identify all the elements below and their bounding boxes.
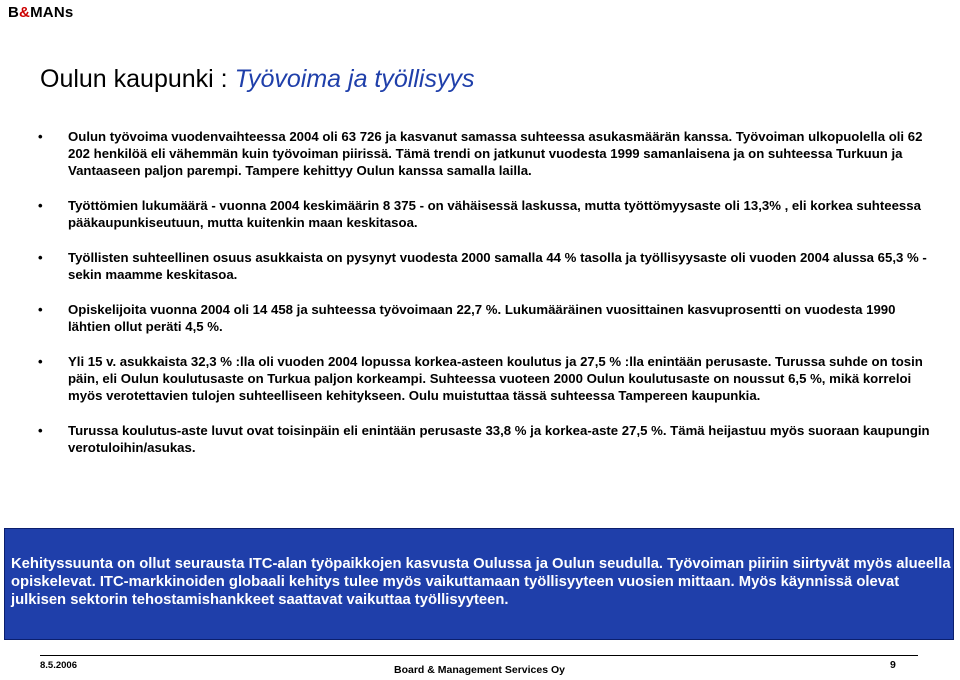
summary-banner (4, 528, 954, 640)
bullet-dot: • (38, 198, 43, 213)
logo-ampersand: & (19, 4, 31, 21)
bullet-item (38, 249, 938, 283)
bullet-dot: • (38, 423, 43, 438)
bullet-item (38, 422, 938, 456)
footer-divider (40, 655, 918, 656)
bullet-dot: • (38, 354, 43, 369)
bullet-item (38, 353, 938, 404)
summary-banner-text: Kehityssuunta on ollut seurausta ITC-alan työpaikkojen kasvusta Oulussa ja Oulun seudulla. Työvoiman piiriin siirtyvät myös alueella opiskelevat. ITC-markkinoiden globaali kehitys tulee myös vaikuttamaan työllisyyteen vuosien mittaan. Myös käynnissä olevat julkisen sektorin tehostamishankkeet saattavat vaikuttaa työllisyyteen. (11, 556, 951, 608)
footer-company: Board & Management Services Oy (394, 664, 565, 676)
bullet-text: Yli 15 v. asukkaista 32,3 % :lla oli vuoden 2004 lopussa korkea-asteen koulutus ja 27,5 % :lla enintään perusaste. Turussa suhde on tosin päin, eli Oulun koulutusaste on Turkua paljon korkeampi. Suhteessa vuoteen 2000 Oulun koulutusaste on noussut 6,5 %, mikä korreloi myös verotettavien tulojen suhteelliseen kehitykseen. Oulu muistuttaa tässä suhteessa Tampereen kaupunkia. (68, 354, 923, 403)
logo-b: B (8, 4, 20, 21)
company-logo (8, 4, 73, 21)
bullet-text: Opiskelijoita vuonna 2004 oli 14 458 ja suhteessa työvoimaan 22,7 %. Lukumääräinen vuosittainen kasvuprosentti on vuodesta 1990 lähtien ollut peräti 4,5 %. (68, 302, 896, 334)
logo-rest: MANs (30, 4, 74, 21)
slide-title-prefix: Oulun kaupunki : (40, 65, 235, 93)
bullet-dot: • (38, 129, 43, 144)
bullet-item (38, 197, 938, 231)
bullet-text: Työllisten suhteellinen osuus asukkaista on pysynyt vuodesta 2000 samalla 44 % tasolla ja työllisyysaste oli vuoden 2004 alussa 65,3 % - sekin maamme keskitasoa. (68, 250, 927, 282)
slide-title-emphasis: Työvoima ja työllisyys (234, 65, 475, 93)
bullet-dot: • (38, 250, 43, 265)
footer-date: 8.5.2006 (40, 660, 77, 671)
bullet-text: Turussa koulutus-aste luvut ovat toisinpäin eli enintään perusaste 33,8 % ja korkea-aste 27,5 %. Tämä heijastuu myös suoraan kaupungin verotuloihin/asukas. (68, 423, 930, 455)
bullet-list (38, 128, 938, 456)
bullet-text: Työttömien lukumäärä - vuonna 2004 keskimäärin 8 375 - on vähäisessä laskussa, mutta työttömyysaste oli 13,3% , eli korkea suhteessa pääkaupunkiseutuun, mutta kuitenkin maan keskitasoa. (68, 198, 921, 230)
bullet-dot: • (38, 302, 43, 317)
bullet-item (38, 128, 938, 179)
bullet-text: Oulun työvoima vuodenvaihteessa 2004 oli 63 726 ja kasvanut samassa suhteessa asukasmäärän kanssa. Työvoiman ulkopuolella oli 62 202 henkilöä eli vähemmän kuin työvoiman piirissä. Tämä trendi on jatkunut vuodesta 1999 samanlaisena ja on suhteessa Turkuun ja Vantaaseen paljon parempi. Tampere kehittyy Oulun kanssa samalla lailla. (68, 129, 923, 178)
page-number: 9 (890, 659, 896, 671)
bullet-item (38, 301, 938, 335)
slide-title (40, 64, 474, 94)
